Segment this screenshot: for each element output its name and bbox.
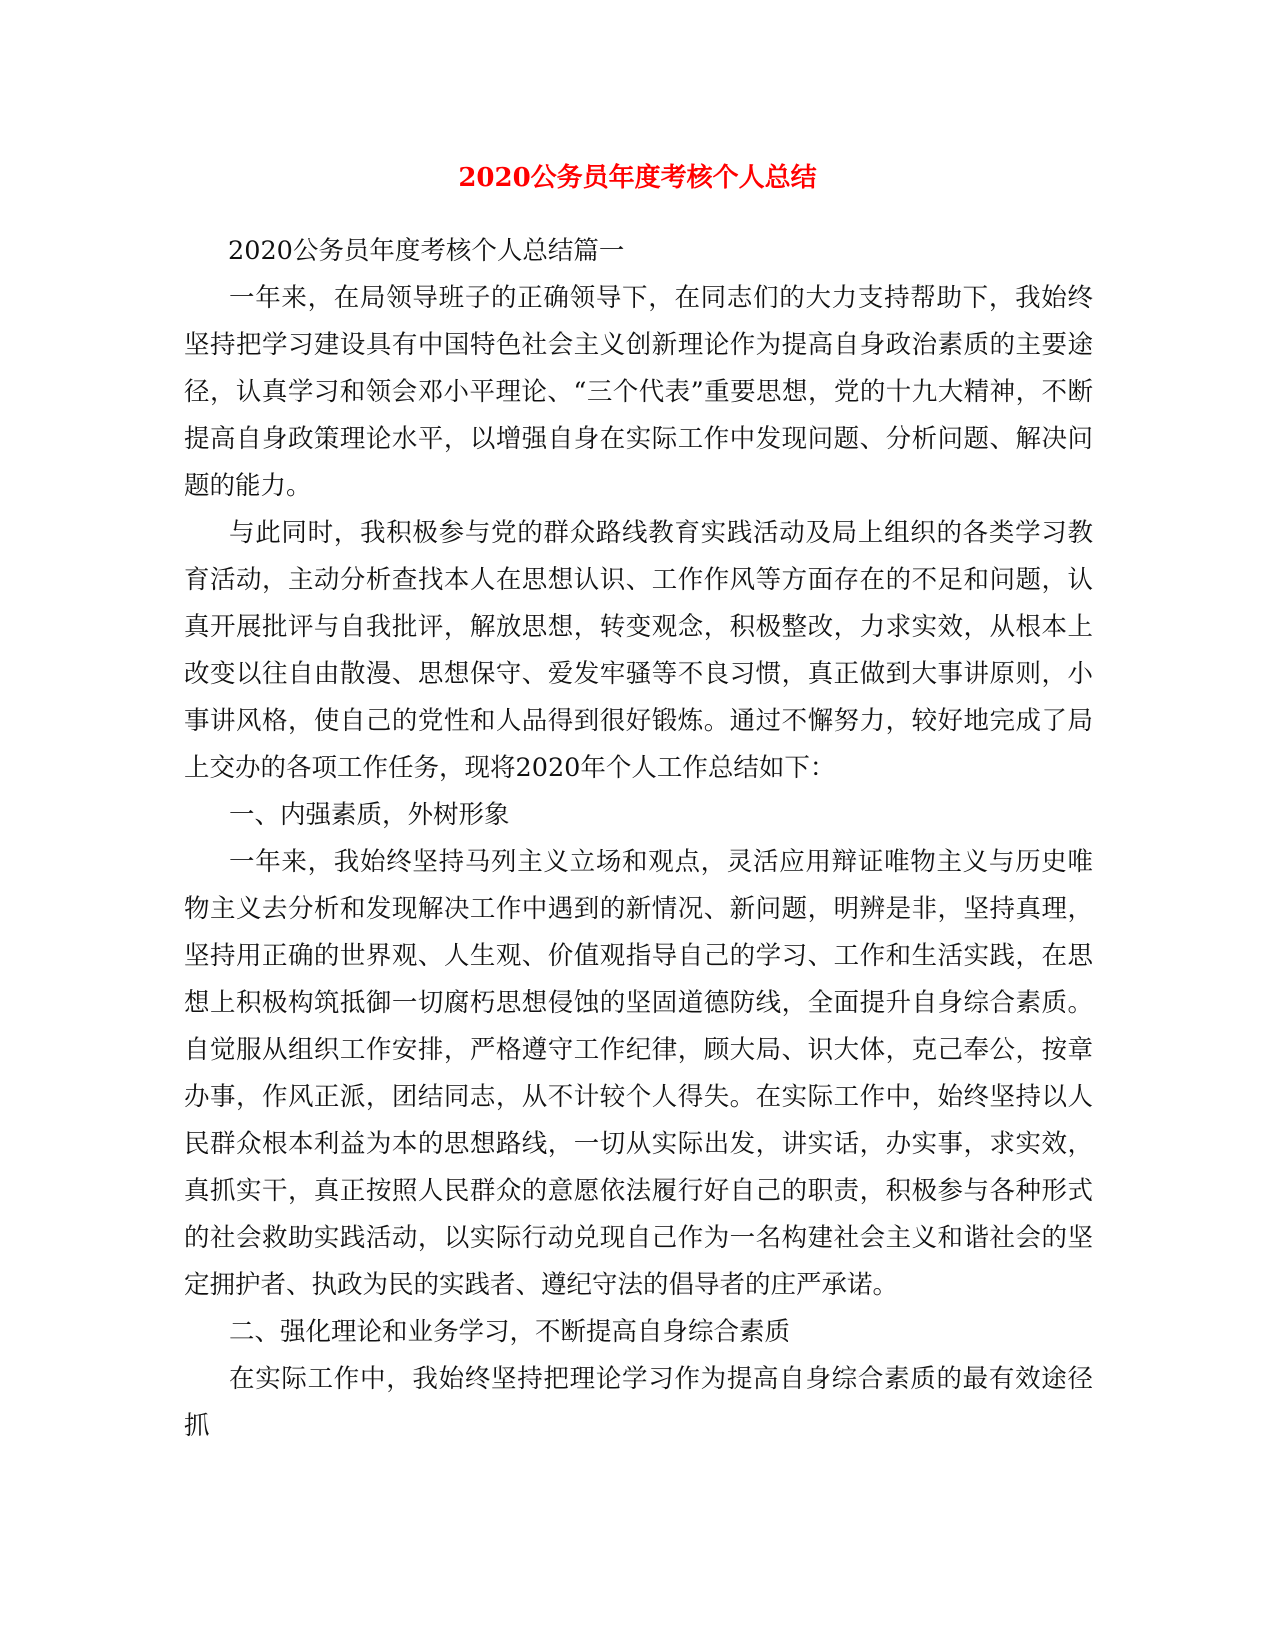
section-heading-1: 一、内强素质，外树形象 <box>229 800 510 830</box>
paragraph-1: 一年来，在局领导班子的正确领导下，在同志们的大力支持帮助下，我始终坚持把学习建设具有中国特色社会主义创新理论作为提高自身政治素质的主要途径，认真学习和领会邓小平理论、“三个代表”重要思想，党的十九大精神，不断提高自身政策理论水平，以增强自身在实际工作中发现问题、分析问题、解决问题的能力。 <box>184 283 1093 501</box>
section-subtitle: 2020公务员年度考核个人总结篇一 <box>228 236 625 266</box>
document-body <box>184 228 1093 1450</box>
paragraph-2: 与此同时，我积极参与党的群众路线教育实践活动及局上组织的各类学习教育活动，主动分析查找本人在思想认识、工作作风等方面存在的不足和问题，认真开展批评与自我批评，解放思想，转变观念，积极整改，力求实效，从根本上改变以往自由散漫、思想保守、爱发牢骚等不良习惯，真正做到大事讲原则，小事讲风格，使自己的党性和人品得到很好锻炼。通过不懈努力，较好地完成了局上交办的各项工作任务，现将2020年个人工作总结如下： <box>184 518 1093 783</box>
paragraph-3: 一年来，我始终坚持马列主义立场和观点，灵活应用辩证唯物主义与历史唯物主义去分析和发现解决工作中遇到的新情况、新问题，明辨是非，坚持真理，坚持用正确的世界观、人生观、价值观指导自己的学习、工作和生活实践，在思想上积极构筑抵御一切腐朽思想侵蚀的坚固道德防线，全面提升自身综合素质。自觉服从组织工作安排，严格遵守工作纪律，顾大局、识大体，克己奉公，按章办事，作风正派，团结同志，从不计较个人得失。在实际工作中，始终坚持以人民群众根本利益为本的思想路线，一切从实际出发，讲实话，办实事，求实效，真抓实干，真正按照人民群众的意愿依法履行好自己的职责，积极参与各种形式的社会救助实践活动，以实际行动兑现自己作为一名构建社会主义和谐社会的坚定拥护者、执政为民的实践者、遵纪守法的倡导者的庄严承诺。 <box>184 847 1093 1300</box>
paragraph-4: 在实际工作中，我始终坚持把理论学习作为提高自身综合素质的最有效途径抓 <box>184 1364 1093 1441</box>
document-title: 2020公务员年度考核个人总结 <box>458 163 817 193</box>
section-heading-2: 二、强化理论和业务学习，不断提高自身综合素质 <box>229 1317 791 1347</box>
